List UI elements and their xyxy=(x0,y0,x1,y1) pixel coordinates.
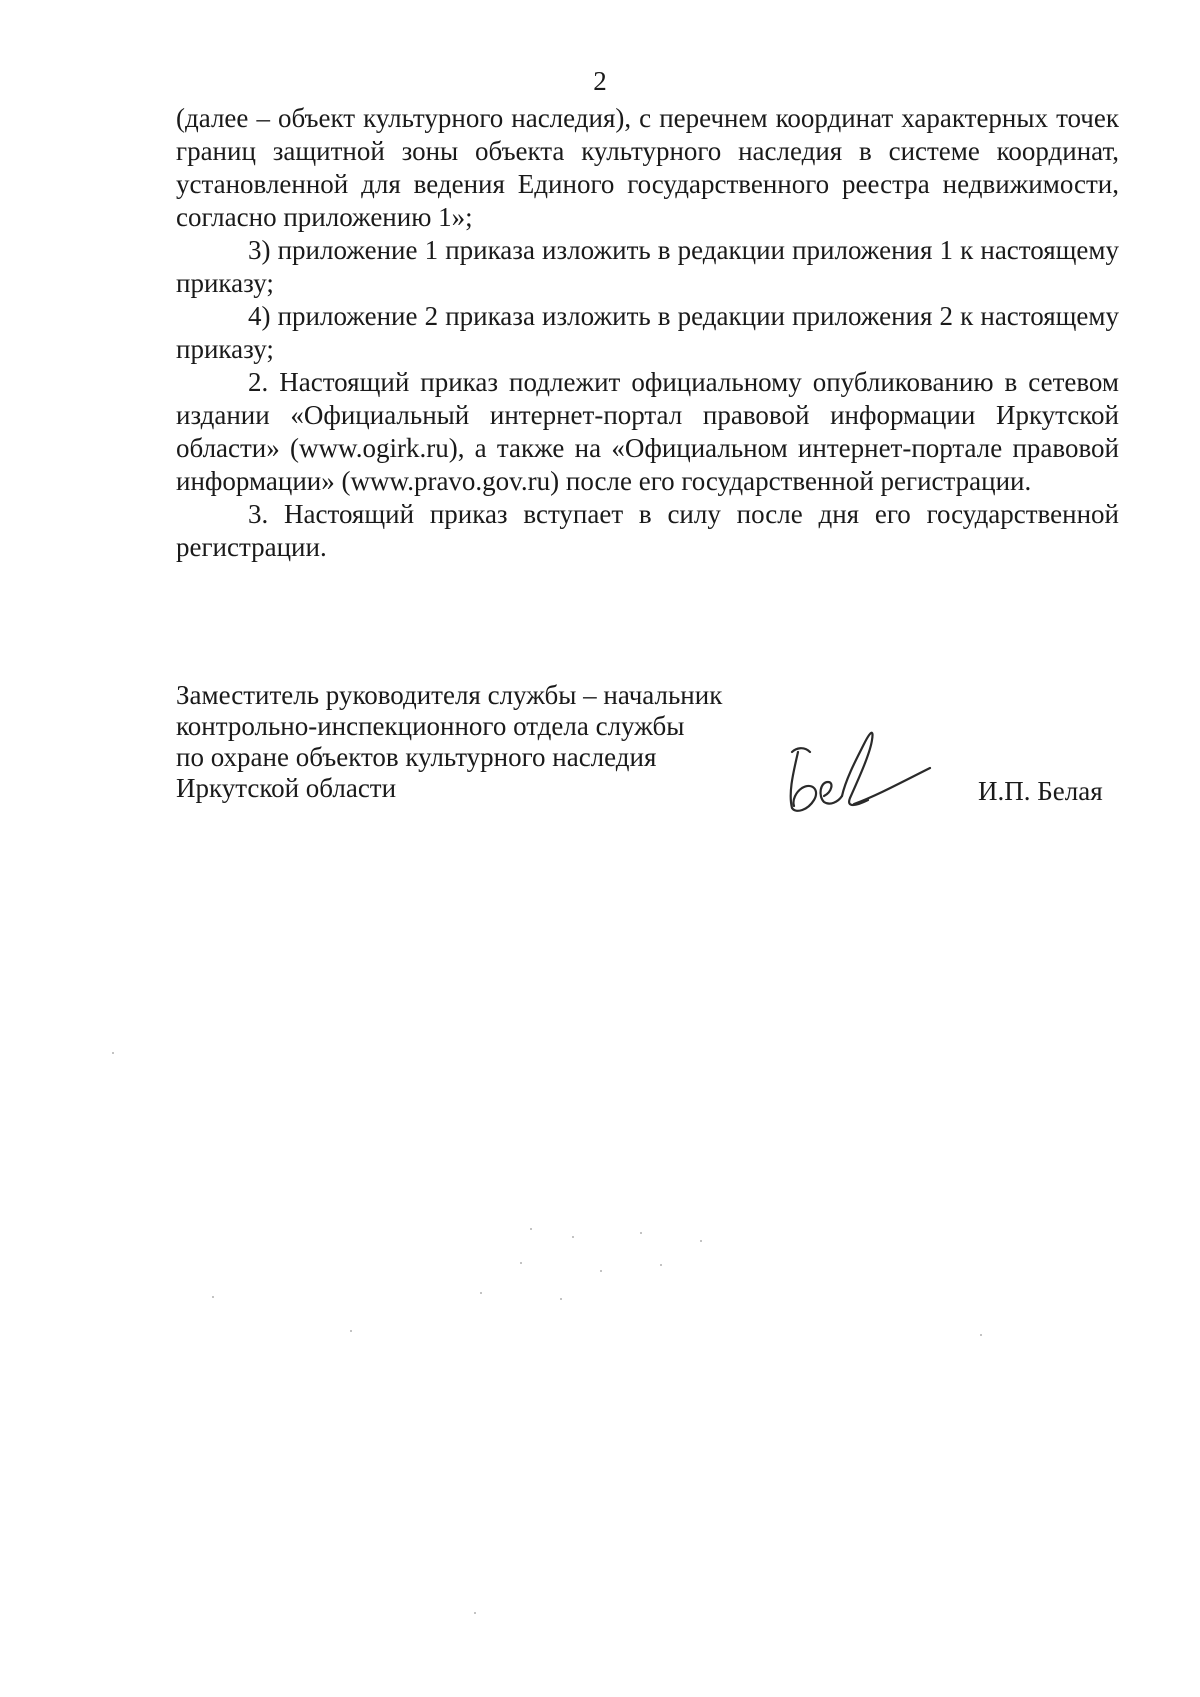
scan-speck xyxy=(572,1236,574,1238)
scan-speck xyxy=(350,1330,352,1332)
scan-speck xyxy=(212,1296,214,1298)
paragraph-publication: 2. Настоящий приказ подлежит официальному опубликованию в сетевом издании «Официальный интернет-портал правовой информации Иркутской области» (www.ogirk.ru), а также на «Официальном интернет-портале правовой информации» (www.pravo.gov.ru) после его государственной регистрации. xyxy=(176,367,1119,496)
paragraph-item-3: 3) приложение 1 приказа изложить в редакции приложения 1 к настоящему приказу; xyxy=(176,235,1119,298)
scan-speck xyxy=(640,1232,642,1234)
scan-speck xyxy=(660,1264,662,1266)
scan-speck xyxy=(530,1228,532,1230)
position-line: контрольно-инспекционного отдела службы xyxy=(176,711,685,741)
paragraph-continuation: (далее – объект культурного наследия), с перечнем координат характерных точек границ защитной зоны объекта культурного наследия в системе координат, установленной для ведения Единого государственного реестра недвижимости, согласно приложению 1»; xyxy=(176,103,1119,232)
paragraph-item-4: 4) приложение 2 приказа изложить в редакции приложения 2 к настоящему приказу; xyxy=(176,301,1119,364)
scan-speck xyxy=(520,1262,522,1264)
paragraph-effective-date: 3. Настоящий приказ вступает в силу после дня его государственной регистрации. xyxy=(176,499,1119,562)
page-number: 2 xyxy=(593,66,607,96)
scan-speck xyxy=(112,1052,114,1054)
signatory-position xyxy=(176,680,796,804)
scan-speck xyxy=(600,1270,602,1272)
position-line: Заместитель руководителя службы – начальник xyxy=(176,680,723,710)
position-line: по охране объектов культурного наследия xyxy=(176,742,657,772)
scan-speck xyxy=(480,1292,482,1294)
scan-speck xyxy=(560,1298,562,1300)
scan-speck xyxy=(700,1240,702,1242)
signer-name: И.П. Белая xyxy=(978,776,1103,806)
scan-speck xyxy=(474,1612,476,1614)
scan-speck xyxy=(980,1334,982,1336)
position-line: Иркутской области xyxy=(176,773,397,803)
handwritten-signature xyxy=(784,722,934,822)
document-body xyxy=(176,102,1119,564)
